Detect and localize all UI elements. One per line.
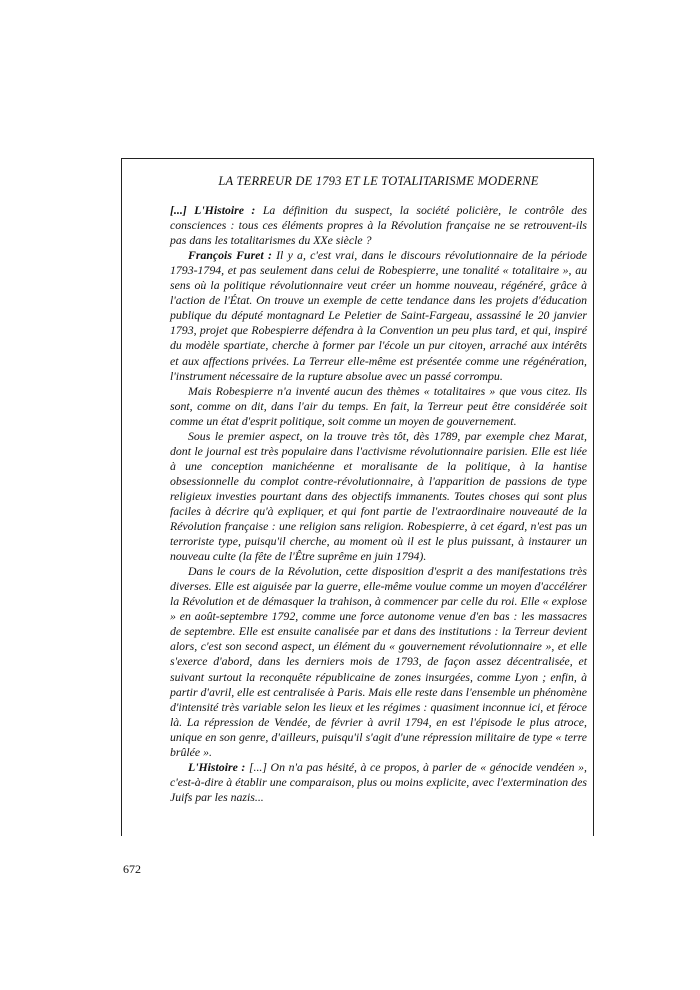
paragraph-text: [...] On n'a pas hésité, à ce propos, à parler de « génocide vendéen », c'est-à-dire à établir une comparaison, plus ou moins explicite, avec l'extermination des Juifs par les nazis... [170,759,588,804]
paragraph-text: Dans le cours de la Révolution, cette disposition d'esprit a des manifestations très diverses. Elle est aiguisée par la guerre, elle-même voulue comme un moyen d'accélérer la Révolution et de démasquer la trahison, à commencer par celle du roi. Elle « explose » en août-septembre 1792, comme une force autonome venue d'en bas : les massacres de septembre. Elle est ensuite canalisée par et dans des institutions : la Terreur devient alors, c'est son second aspect, un élément du « gouvernement révolutionnaire », et elle s'exerce d'abord, dans les derniers mois de 1793, de façon assez décentralisée, et suivant surtout la reconquête républicaine de zones insurgées, comme Lyon ; enfin, à partir d'avril, elle est centralisée à Paris. Mais elle reste dans l'ensemble un phénomène d'intensité très variable selon les lieux et les régimes : quasiment inconnue ici, et féroce là. La répression de Vendée, de février à avril 1794, en est l'épisode le plus atroce, unique en son genre, d'ailleurs, puisqu'il s'agit d'une répression militaire de type « terre brûlée ». [170,564,587,759]
article-title: LA TERREUR DE 1793 ET LE TOTALITARISME MODERNE [218,174,539,188]
paragraph-text: Mais Robespierre n'a inventé aucun des thèmes « totalitaires » que vous citez. Ils sont, comme on dit, dans l'air du temps. En fait, la Terreur peut être considérée soit comme un état d'esprit politique, soit comme un moyen de gouvernement. [170,383,587,428]
paragraph-2 [170,248,587,383]
paragraph-1 [170,203,587,248]
paragraph-6 [170,760,587,805]
paragraph-4 [170,429,587,564]
paragraph-text: Sous le premier aspect, on la trouve très tôt, dès 1789, par exemple chez Marat, dont le journal est très populaire dans l'activisme révolutionnaire parisien. Elle est liée à une conception manichéenne et moralisante de la politique, à la hantise obsessionnelle du complot contre-révolutionnaire, à l'apparition de passions de type religieux investies pourtant dans des objectifs immanents. Toutes choses qui sont plus faciles à décrire qu'à expliquer, et qui font partie de l'extraordinaire nouveauté de la Révolution française : une religion sans religion. Robespierre, à cet égard, n'est pas un terroriste type, puisqu'il cherche, au moment où il est le plus puissant, à instaurer un nouveau culte (la fête de l'Être suprême en juin 1794). [170,428,587,564]
speaker-label: François Furet : [188,248,272,263]
speaker-label: [...] L'Histoire : [170,203,256,218]
paragraph-3 [170,384,587,429]
paragraph-text: Il y a, c'est vrai, dans le discours révolutionnaire de la période 1793-1794, et pas seulement dans celui de Robespierre, une tonalité « totalitaire », au sens où la politique révolutionnaire veut créer un homme nouveau, régénéré, grâce à l'action de l'État. On trouve un exemple de cette tendance dans les projets d'éducation publique du député montagnard Le Peletier de Saint-Fargeau, assassiné le 20 janvier 1793, projet que Robespierre défendra à la Convention un peu plus tard, et qui, inspiré du modèle spartiate, cherche à former par l'école un pur citoyen, arraché aux intérêts et aux affections privées. La Terreur elle-même est présentée comme une régénération, l'instrument nécessaire de la rupture absolue avec un passé corrompu. [170,248,587,383]
paragraph-text: La définition du suspect, la société policière, le contrôle des consciences : tous ces éléments propres à la Révolution française ne se retrouvent-ils pas dans les totalitarismes du XXe siècle ? [170,203,588,248]
page-number: 672 [123,862,141,876]
article-body [170,174,587,805]
speaker-label: L'Histoire : [188,759,246,774]
paragraph-5 [170,564,587,760]
